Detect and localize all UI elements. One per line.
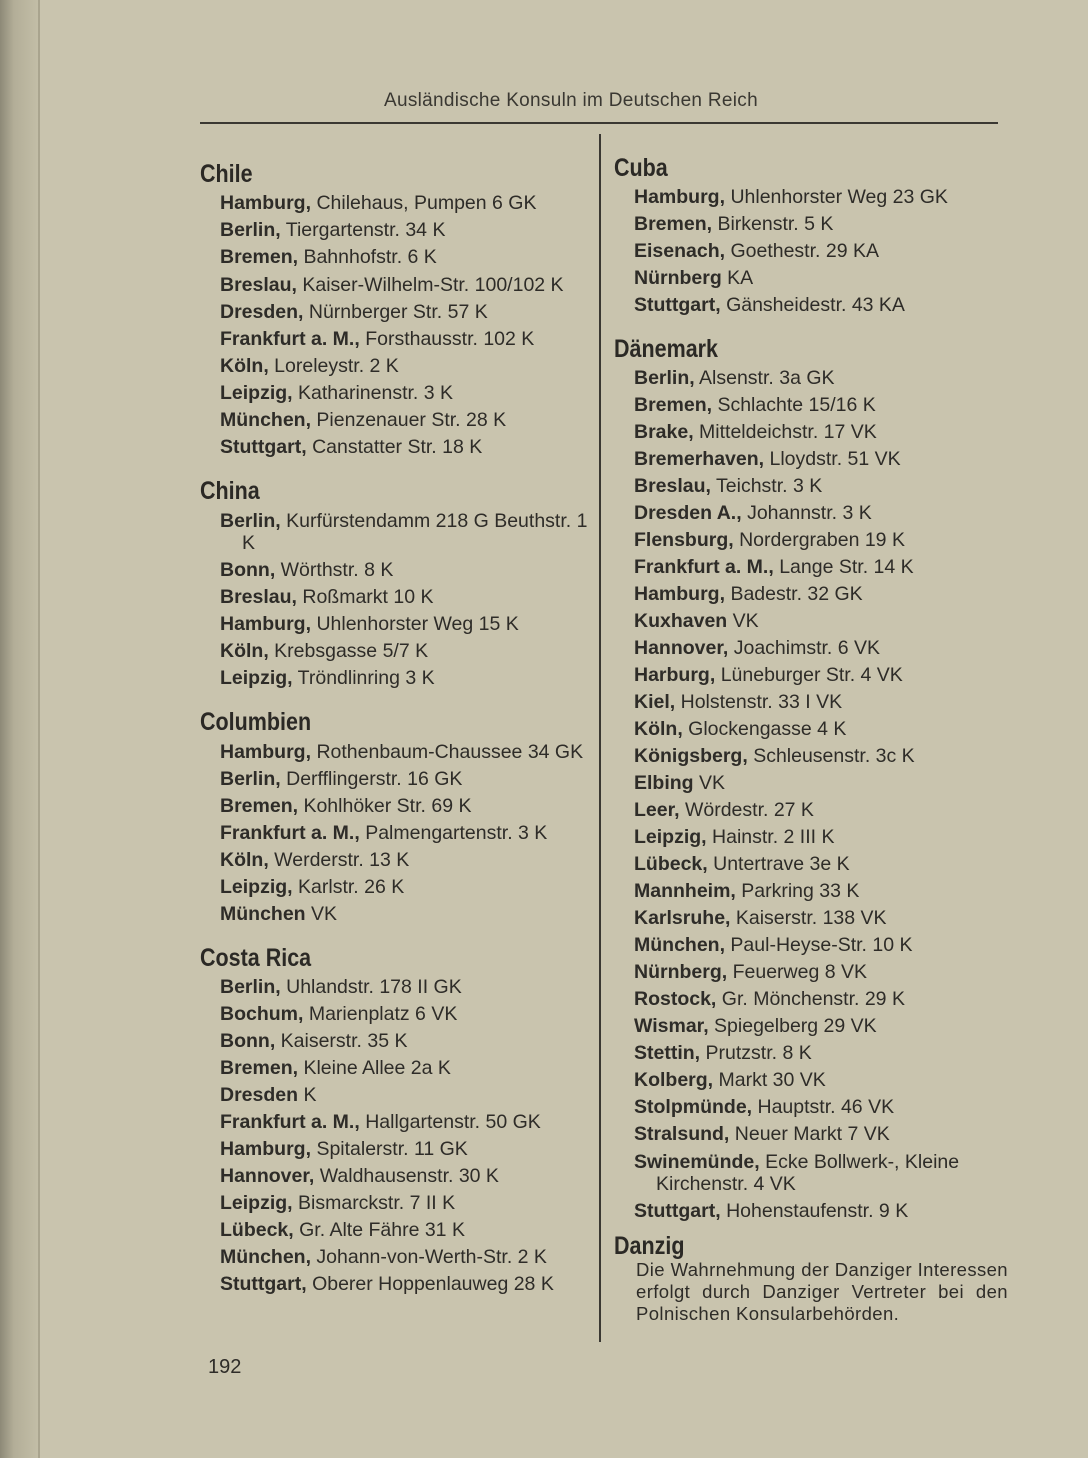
section-gap — [200, 928, 598, 942]
consul-entry — [634, 635, 1024, 662]
address: Spiegelberg 29 VK — [714, 1015, 877, 1037]
address: Tiergartenstr. 34 K — [285, 219, 446, 241]
consul-entry — [220, 1190, 598, 1217]
consul-entry — [220, 1271, 598, 1298]
address: Forsthausstr. 102 K — [365, 328, 535, 350]
city-name: Berlin, — [220, 219, 281, 241]
city-name: Berlin, — [220, 510, 281, 532]
city-name: Stuttgart, — [634, 294, 721, 316]
consul-entry — [634, 905, 1024, 932]
address: Teichstr. 3 K — [716, 475, 823, 497]
consul-entry — [220, 638, 598, 665]
consul-entry — [220, 1244, 598, 1271]
city-name: Lübeck, — [220, 1219, 294, 1241]
city-name: Leipzig, — [220, 1192, 293, 1214]
city-name: Breslau, — [634, 475, 711, 497]
address: Alsenstr. 3a GK — [699, 367, 835, 389]
address: Badestr. 32 GK — [730, 583, 863, 605]
address: Rothenbaum-Chaussee 34 GK — [316, 741, 584, 763]
address: Kleine Allee 2a K — [303, 1057, 451, 1079]
address: Gänsheidestr. 43 KA — [726, 294, 905, 316]
city-name: Königsberg, — [634, 745, 748, 767]
consul-entry — [220, 611, 598, 638]
address: Spitalerstr. 11 GK — [316, 1138, 468, 1160]
address: Ecke Bollwerk-, Kleine Kirchenstr. 4 VK — [656, 1151, 960, 1195]
address: Canstatter Str. 18 K — [312, 436, 483, 458]
consul-entry — [634, 238, 1024, 265]
address: Joachimstr. 6 VK — [733, 637, 881, 659]
consul-entry — [634, 1151, 1024, 1195]
consul-entry — [220, 434, 598, 461]
city-name: Frankfurt a. M., — [220, 822, 360, 844]
consul-entry — [634, 292, 1024, 319]
city-name: Hamburg, — [220, 613, 312, 635]
book-gutter — [0, 0, 40, 1458]
consul-entry — [634, 1013, 1024, 1040]
address: Schleusenstr. 3c K — [753, 745, 915, 767]
city-name: Bremen, — [634, 394, 713, 416]
city-name: Köln, — [220, 640, 269, 662]
address: Oberer Hoppenlauweg 28 K — [312, 1273, 554, 1295]
city-name: Bonn, — [220, 559, 276, 581]
address: Paul-Heyse-Str. 10 K — [730, 934, 913, 956]
consul-entry — [220, 299, 598, 326]
city-name: Stuttgart, — [634, 1200, 721, 1222]
address: Hohenstaufenstr. 9 K — [726, 1200, 909, 1222]
address: Holstenstr. 33 I VK — [680, 691, 843, 713]
city-name: Köln, — [220, 849, 269, 871]
consul-entry — [220, 584, 598, 611]
city-name: Frankfurt a. M., — [634, 556, 774, 578]
city-name: Köln, — [220, 355, 269, 377]
address: Johannstr. 3 K — [747, 502, 872, 524]
address: Kaiserstr. 138 VK — [735, 907, 887, 929]
address: Prutzstr. 8 K — [705, 1042, 812, 1064]
section-gap — [200, 692, 598, 706]
city-name: Frankfurt a. M., — [220, 1111, 360, 1133]
consul-entry — [220, 217, 598, 244]
city-name: Karlsruhe, — [634, 907, 731, 929]
country-heading-danzig: Danzig — [614, 1232, 685, 1260]
consul-entry — [634, 446, 1024, 473]
consul-entry — [634, 527, 1024, 554]
city-name: Dresden — [220, 1084, 299, 1106]
address: Werderstr. 13 K — [274, 849, 410, 871]
city-name: Hamburg, — [220, 192, 312, 214]
consul-entry — [634, 1040, 1024, 1067]
page-number: 192 — [208, 1356, 242, 1378]
country-heading-chile: Chile — [200, 160, 253, 188]
city-name: Eisenach, — [634, 240, 726, 262]
danzig-note: Die Wahrnehmung der Danziger Interessen erfolgt durch Danziger Vertreter bei den Polnischen Konsularbehörden. — [636, 1259, 1008, 1324]
consul-entry — [220, 190, 598, 217]
left-column — [200, 158, 598, 1298]
city-name: Kolberg, — [634, 1069, 714, 1091]
consul-entry — [634, 419, 1024, 446]
consul-entry — [634, 265, 1024, 292]
address: Uhlandstr. 178 II GK — [286, 976, 462, 998]
city-name: Lübeck, — [634, 853, 708, 875]
consul-list-cuba — [634, 184, 1024, 319]
address: Hallgartenstr. 50 GK — [365, 1111, 541, 1133]
consul-entry — [220, 766, 598, 793]
consul-entry — [220, 901, 598, 928]
address: Untertrave 3e K — [713, 853, 850, 875]
address: Roßmarkt 10 K — [302, 586, 434, 608]
city-name: Elbing — [634, 772, 694, 794]
city-name: Bremen, — [220, 246, 299, 268]
city-name: Mannheim, — [634, 880, 736, 902]
city-name: Frankfurt a. M., — [220, 328, 360, 350]
address: Lüneburger Str. 4 VK — [720, 664, 903, 686]
consul-list-costa-rica — [220, 974, 598, 1298]
consul-entry — [634, 608, 1024, 635]
consul-entry — [220, 874, 598, 901]
city-name: Nürnberg — [634, 267, 722, 289]
address: Goethestr. 29 KA — [730, 240, 879, 262]
city-name: Stuttgart, — [220, 1273, 307, 1295]
city-name: Hamburg, — [634, 583, 726, 605]
address: VK — [732, 610, 759, 632]
address: Palmengartenstr. 3 K — [365, 822, 548, 844]
country-heading-china: China — [200, 477, 260, 505]
city-name: Hamburg, — [634, 186, 726, 208]
consul-entry — [220, 741, 598, 763]
city-name: Berlin, — [220, 976, 281, 998]
city-name: Flensburg, — [634, 529, 734, 551]
address: Feuerweg 8 VK — [732, 961, 867, 983]
consul-entry — [220, 407, 598, 434]
right-column — [614, 152, 1024, 1325]
address: Bismarckstr. 7 II K — [298, 1192, 456, 1214]
consul-entry — [220, 1028, 598, 1055]
country-heading-daenemark: Dänemark — [614, 335, 718, 363]
city-name: Stettin, — [634, 1042, 701, 1064]
consul-entry — [220, 1217, 598, 1244]
consul-entry — [634, 184, 1024, 211]
city-name: Stuttgart, — [220, 436, 307, 458]
consul-list-columbien — [220, 741, 598, 928]
city-name: Harburg, — [634, 664, 716, 686]
consul-entry — [634, 824, 1024, 851]
consul-entry — [634, 986, 1024, 1013]
address: Hainstr. 2 III K — [712, 826, 835, 848]
address: VK — [311, 903, 338, 925]
city-name: Dresden, — [220, 301, 304, 323]
address: K — [303, 1084, 317, 1106]
consul-entry — [634, 662, 1024, 689]
address: Tröndlinring 3 K — [297, 667, 435, 689]
address: Bahnhofstr. 6 K — [303, 246, 437, 268]
section-gap — [200, 461, 598, 475]
city-name: München, — [634, 934, 725, 956]
consul-entry — [634, 1094, 1024, 1121]
consul-entry — [634, 797, 1024, 824]
city-name: Leipzig, — [220, 876, 293, 898]
city-name: Stralsund, — [634, 1123, 730, 1145]
address: Neuer Markt 7 VK — [734, 1123, 890, 1145]
consul-entry — [220, 1163, 598, 1190]
city-name: München, — [220, 409, 311, 431]
address: Gr. Mönchenstr. 29 K — [721, 988, 905, 1010]
consul-entry — [220, 820, 598, 847]
consul-entry — [634, 581, 1024, 608]
address: Parkring 33 K — [741, 880, 860, 902]
address: Pienzenauer Str. 28 K — [316, 409, 507, 431]
consul-entry — [220, 793, 598, 820]
city-name: Bonn, — [220, 1030, 276, 1052]
address: Chilehaus, Pumpen 6 GK — [316, 192, 537, 214]
address: Katharinenstr. 3 K — [298, 382, 454, 404]
address: Loreleystr. 2 K — [274, 355, 399, 377]
city-name: Bremen, — [634, 213, 713, 235]
city-name: Bremen, — [220, 795, 299, 817]
consul-entry — [634, 959, 1024, 986]
consul-entry — [634, 1121, 1024, 1148]
consul-list-china — [220, 510, 598, 692]
city-name: Köln, — [634, 718, 683, 740]
consul-entry — [634, 554, 1024, 581]
consul-list-daenemark — [634, 365, 1024, 1225]
city-name: Leipzig, — [220, 667, 293, 689]
address: Kaiser-Wilhelm-Str. 100/102 K — [302, 274, 564, 296]
consul-entry — [220, 326, 598, 353]
running-header: Ausländische Konsuln im Deutschen Reich — [384, 90, 758, 111]
page-edge — [38, 0, 40, 1458]
city-name: München, — [220, 1246, 311, 1268]
country-heading-cuba: Cuba — [614, 154, 668, 182]
consul-entry — [220, 557, 598, 584]
address: Birkenstr. 5 K — [717, 213, 834, 235]
city-name: München — [220, 903, 306, 925]
consul-entry — [220, 1001, 598, 1028]
city-name: Stolpmünde, — [634, 1096, 753, 1118]
consul-entry — [634, 743, 1024, 770]
city-name: Hamburg, — [220, 1138, 312, 1160]
consul-list-chile — [220, 190, 598, 461]
address: Wörthstr. 8 K — [280, 559, 394, 581]
address: Schlachte 15/16 K — [717, 394, 876, 416]
address: VK — [699, 772, 726, 794]
address: Krebsgasse 5/7 K — [274, 640, 429, 662]
consul-entry — [634, 932, 1024, 959]
address: Nürnberger Str. 57 K — [308, 301, 488, 323]
address: Nordergraben 19 K — [739, 529, 905, 551]
city-name: Bremerhaven, — [634, 448, 765, 470]
city-name: Kuxhaven — [634, 610, 728, 632]
consul-entry — [220, 244, 598, 271]
city-name: Breslau, — [220, 586, 297, 608]
address: Marienplatz 6 VK — [308, 1003, 458, 1025]
city-name: Rostock, — [634, 988, 717, 1010]
consul-entry — [634, 716, 1024, 743]
address: Kurfürstendamm 218 G Beuthstr. 1 K — [242, 510, 588, 554]
consul-entry — [220, 974, 598, 1001]
address: Karlstr. 26 K — [298, 876, 405, 898]
consul-entry — [634, 1198, 1024, 1225]
consul-entry — [220, 1055, 598, 1082]
consul-entry — [634, 473, 1024, 500]
address: Lloydstr. 51 VK — [769, 448, 901, 470]
city-name: Leipzig, — [220, 382, 293, 404]
address: Kaiserstr. 35 K — [280, 1030, 408, 1052]
city-name: Hannover, — [220, 1165, 315, 1187]
consul-entry — [220, 1082, 598, 1109]
address: Derfflingerstr. 16 GK — [286, 768, 463, 790]
consul-entry — [634, 689, 1024, 716]
address: Johann-von-Werth-Str. 2 K — [316, 1246, 547, 1268]
address: Wördestr. 27 K — [684, 799, 814, 821]
city-name: Swinemünde, — [634, 1151, 760, 1173]
city-name: Breslau, — [220, 274, 297, 296]
city-name: Berlin, — [220, 768, 281, 790]
city-name: Leipzig, — [634, 826, 707, 848]
address: Mitteldeichstr. 17 VK — [699, 421, 877, 443]
consul-entry — [634, 1067, 1024, 1094]
address: Uhlenhorster Weg 15 K — [316, 613, 519, 635]
city-name: Wismar, — [634, 1015, 709, 1037]
address: Uhlenhorster Weg 23 GK — [730, 186, 948, 208]
consul-entry — [634, 392, 1024, 419]
address: Gr. Alte Fähre 31 K — [299, 1219, 465, 1241]
city-name: Nürnberg, — [634, 961, 728, 983]
city-name: Kiel, — [634, 691, 676, 713]
consul-entry — [634, 851, 1024, 878]
consul-entry — [634, 365, 1024, 392]
city-name: Bochum, — [220, 1003, 304, 1025]
consul-entry — [220, 274, 598, 296]
consul-entry — [220, 1136, 598, 1163]
consul-entry — [634, 500, 1024, 527]
consul-entry — [634, 211, 1024, 238]
city-name: Leer, — [634, 799, 680, 821]
address: Kohlhöker Str. 69 K — [303, 795, 472, 817]
city-name: Brake, — [634, 421, 694, 443]
address: Hauptstr. 46 VK — [757, 1096, 895, 1118]
column-divider — [599, 134, 601, 1342]
city-name: Bremen, — [220, 1057, 299, 1079]
consul-entry — [220, 353, 598, 380]
address: Glockengasse 4 K — [688, 718, 847, 740]
consul-entry — [220, 1109, 598, 1136]
consul-entry — [220, 510, 598, 554]
city-name: Berlin, — [634, 367, 695, 389]
consul-entry — [634, 878, 1024, 905]
address: KA — [727, 267, 754, 289]
header-rule — [200, 122, 998, 124]
address: Markt 30 VK — [718, 1069, 826, 1091]
country-heading-columbien: Columbien — [200, 708, 312, 736]
city-name: Hamburg, — [220, 741, 312, 763]
consul-entry — [220, 665, 598, 692]
address: Waldhausenstr. 30 K — [319, 1165, 499, 1187]
section-gap — [614, 319, 1024, 333]
consul-entry — [634, 770, 1024, 797]
consul-entry — [220, 380, 598, 407]
city-name: Hannover, — [634, 637, 729, 659]
consul-entry — [220, 847, 598, 874]
country-heading-costa-rica: Costa Rica — [200, 944, 312, 972]
address: Lange Str. 14 K — [779, 556, 914, 578]
city-name: Dresden A., — [634, 502, 742, 524]
